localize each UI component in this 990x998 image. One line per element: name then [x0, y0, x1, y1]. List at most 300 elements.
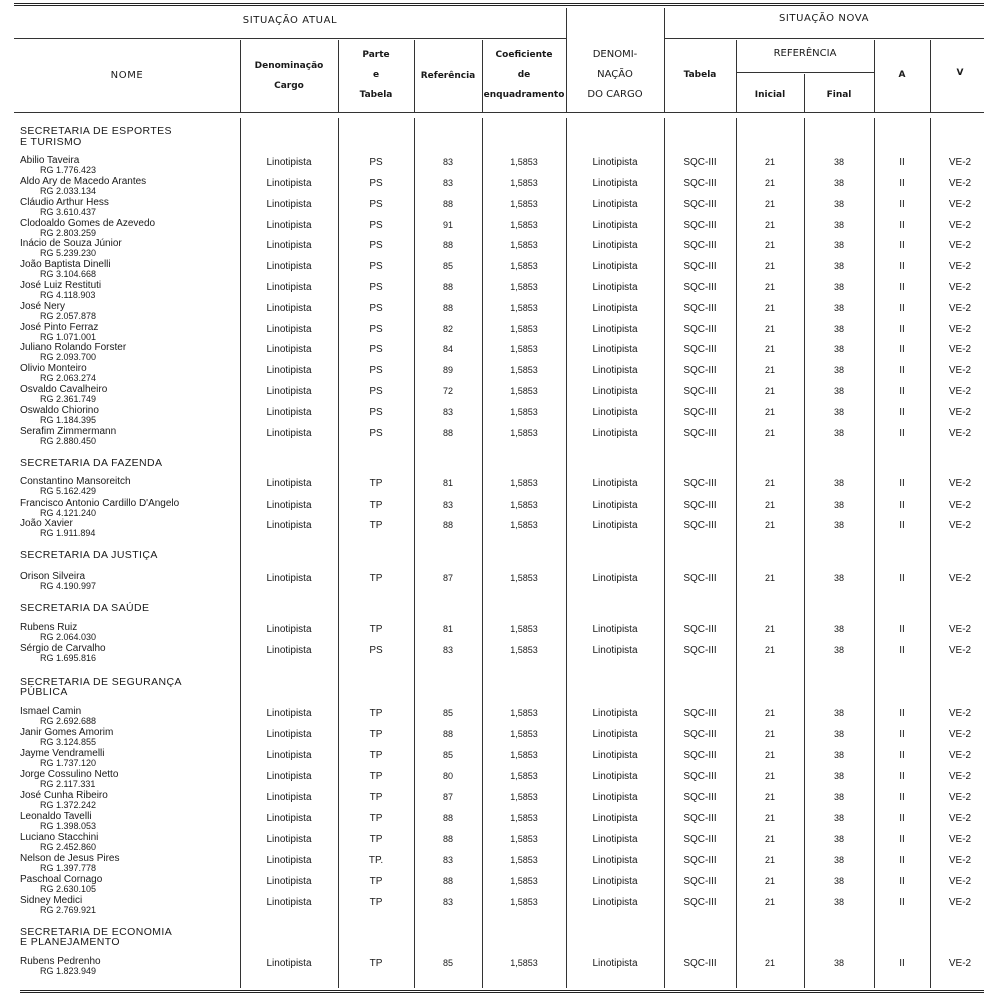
coeficiente-cell: 1,5853: [510, 708, 538, 718]
tabela-cell: SQC-III: [683, 365, 717, 376]
referencia-cell: 82: [442, 324, 453, 334]
final-cell: 38: [833, 199, 844, 209]
inicial-cell: 21: [764, 282, 775, 292]
tabela-cell: SQC-III: [683, 478, 717, 489]
inicial-cell: 21: [764, 303, 775, 313]
denominacao-nova-cell: Linotipista: [592, 386, 638, 397]
coeficiente-cell: 1,5853: [510, 500, 538, 510]
denominacao-nova-cell: Linotipista: [592, 344, 638, 355]
v-cell: VE-2: [948, 897, 972, 908]
tabela-cell: SQC-III: [683, 813, 717, 824]
denominacao-nova-cell: Linotipista: [592, 624, 638, 635]
tabela-cell: SQC-III: [683, 178, 717, 189]
tabela-cell: SQC-III: [683, 876, 717, 887]
inicial-cell: 21: [764, 771, 775, 781]
final-cell: 38: [833, 958, 844, 968]
v-cell: VE-2: [948, 645, 972, 656]
denominacao-nova-cell: Linotipista: [592, 178, 638, 189]
employee-name: Clodoaldo Gomes de Azevedo: [20, 218, 156, 229]
a-cell: II: [899, 813, 905, 824]
final-cell: 38: [833, 282, 844, 292]
parte-cell: PS: [369, 199, 383, 210]
parte-e-heading: e: [372, 70, 380, 80]
denominacao-nova-cell: Linotipista: [592, 478, 638, 489]
a-cell: II: [899, 645, 905, 656]
a-cell: II: [899, 478, 905, 489]
inicial-cell: 21: [764, 261, 775, 271]
denominacao-nova-cell: Linotipista: [592, 855, 638, 866]
a-cell: II: [899, 958, 905, 969]
inicial-cell: 21: [764, 813, 775, 823]
denominacao-heading: Denominação: [254, 61, 324, 71]
employee-rg: RG 1.372.242: [40, 800, 97, 810]
v-cell: VE-2: [948, 771, 972, 782]
a-cell: II: [899, 344, 905, 355]
employee-name: Inácio de Souza Júnior: [20, 238, 122, 249]
tabela-cell: SQC-III: [683, 792, 717, 803]
inicial-cell: 21: [764, 729, 775, 739]
parte-cell: PS: [369, 220, 383, 231]
employee-name: Rubens Pedrenho: [20, 956, 101, 967]
cargo-cell: Linotipista: [266, 792, 312, 803]
employee-rg: RG 2.063.274: [40, 373, 97, 383]
tabela-heading: Tabela: [683, 70, 717, 80]
section-title: SECRETARIA DE ESPORTES: [20, 125, 172, 137]
v-cell: VE-2: [948, 282, 972, 293]
cargo-cell: Linotipista: [266, 624, 312, 635]
referencia-cell: 83: [442, 157, 453, 167]
final-cell: 38: [833, 365, 844, 375]
parte-cell: PS: [369, 240, 383, 251]
referencia-nova-heading: REFERÊNCIA: [773, 48, 837, 59]
denominacao-nova-cell: Linotipista: [592, 282, 638, 293]
coeficiente-cell: 1,5853: [510, 834, 538, 844]
referencia-cell: 88: [442, 240, 453, 250]
a-cell: II: [899, 303, 905, 314]
cargo-cell: Linotipista: [266, 157, 312, 168]
employee-rg: RG 1.184.395: [40, 415, 97, 425]
a-cell: II: [899, 386, 905, 397]
employee-rg: RG 2.880.450: [40, 436, 97, 446]
tabela-cell: SQC-III: [683, 282, 717, 293]
final-cell: 38: [833, 645, 844, 655]
final-cell: 38: [833, 478, 844, 488]
employee-rg: RG 1.398.053: [40, 821, 97, 831]
denominacao-nova-cell: Linotipista: [592, 520, 638, 531]
parte-cell: TP: [369, 624, 383, 635]
employee-name: Rubens Ruiz: [20, 622, 78, 633]
denominacao-nova-cell: Linotipista: [592, 324, 638, 335]
v-cell: VE-2: [948, 813, 972, 824]
coeficiente-enquadramento-heading: enquadramento: [483, 90, 565, 100]
inicial-cell: 21: [764, 500, 775, 510]
parte-heading: Parte: [362, 50, 390, 60]
employee-name: Constantino Mansoreitch: [20, 476, 131, 487]
cargo-cell: Linotipista: [266, 834, 312, 845]
inicial-cell: 21: [764, 624, 775, 634]
header-rule: [736, 72, 874, 73]
employee-name: José Pinto Ferraz: [20, 322, 99, 333]
a-cell: II: [899, 500, 905, 511]
tabela-cell: SQC-III: [683, 157, 717, 168]
a-cell: II: [899, 708, 905, 719]
v-cell: VE-2: [948, 729, 972, 740]
employee-name: Nelson de Jesus Pires: [20, 853, 120, 864]
employee-name: José Nery: [20, 301, 66, 312]
coeficiente-cell: 1,5853: [510, 876, 538, 886]
parte-cell: PS: [369, 365, 383, 376]
coeficiente-cell: 1,5853: [510, 365, 538, 375]
a-cell: II: [899, 365, 905, 376]
employee-rg: RG 2.769.921: [40, 905, 97, 915]
denominacao-nova-cell: Linotipista: [592, 958, 638, 969]
a-cell: II: [899, 729, 905, 740]
section-title: SECRETARIA DA SAÚDE: [20, 602, 150, 614]
a-cell: II: [899, 771, 905, 782]
inicial-cell: 21: [764, 876, 775, 886]
section-title: SECRETARIA DE SEGURANÇA: [20, 676, 182, 688]
a-cell: II: [899, 834, 905, 845]
inicial-cell: 21: [764, 428, 775, 438]
coeficiente-cell: 1,5853: [510, 958, 538, 968]
inicial-cell: 21: [764, 178, 775, 188]
tabela-cell: SQC-III: [683, 428, 717, 439]
employee-rg: RG 1.823.949: [40, 966, 97, 976]
employee-name: Osvaldo Cavalheiro: [20, 384, 108, 395]
tabela-cell: SQC-III: [683, 771, 717, 782]
employee-name: Ismael Camin: [20, 706, 82, 717]
denominacao-nova-cell: Linotipista: [592, 729, 638, 740]
coeficiente-cell: 1,5853: [510, 220, 538, 230]
cargo-cell: Linotipista: [266, 500, 312, 511]
coeficiente-cell: 1,5853: [510, 261, 538, 271]
tabela-cell: SQC-III: [683, 729, 717, 740]
final-cell: 38: [833, 261, 844, 271]
parte-cell: TP: [369, 729, 383, 740]
referencia-cell: 88: [442, 520, 453, 530]
a-cell: II: [899, 178, 905, 189]
coeficiente-cell: 1,5853: [510, 771, 538, 781]
final-cell: 38: [833, 178, 844, 188]
inicial-cell: 21: [764, 220, 775, 230]
cargo-cell: Linotipista: [266, 386, 312, 397]
cargo-cell: Linotipista: [266, 729, 312, 740]
referencia-cell: 85: [442, 750, 453, 760]
section-title: SECRETARIA DE ECONOMIA: [20, 926, 173, 938]
employee-rg: RG 4.118.903: [40, 290, 96, 300]
cargo-cell: Linotipista: [266, 199, 312, 210]
cargo-cell: Linotipista: [266, 750, 312, 761]
denominacao-nova-cell: Linotipista: [592, 261, 638, 272]
col-divider: [240, 40, 241, 112]
employee-rg: RG 3.124.855: [40, 737, 97, 747]
referencia-cell: 85: [442, 261, 453, 271]
header-rule: [664, 38, 984, 39]
v-cell: VE-2: [948, 855, 972, 866]
coeficiente-heading: Coeficiente: [495, 50, 553, 60]
employee-name: Jayme Vendramelli: [20, 748, 105, 759]
v-heading: V: [956, 68, 964, 78]
final-cell: 38: [833, 428, 844, 438]
coeficiente-cell: 1,5853: [510, 178, 538, 188]
parte-cell: PS: [369, 324, 383, 335]
referencia-cell: 83: [442, 645, 453, 655]
inicial-cell: 21: [764, 897, 775, 907]
final-cell: 38: [833, 708, 844, 718]
a-cell: II: [899, 750, 905, 761]
final-cell: 38: [833, 344, 844, 354]
referencia-cell: 88: [442, 428, 453, 438]
referencia-cell: 83: [442, 897, 453, 907]
v-cell: VE-2: [948, 220, 972, 231]
v-cell: VE-2: [948, 708, 972, 719]
employee-name: José Cunha Ribeiro: [20, 790, 108, 801]
cargo-cell: Linotipista: [266, 282, 312, 293]
inicial-cell: 21: [764, 708, 775, 718]
employee-rg: RG 1.071.001: [40, 332, 97, 342]
employee-rg: RG 4.121.240: [40, 508, 97, 518]
referencia-cell: 83: [442, 178, 453, 188]
denominacao-nova-cell: Linotipista: [592, 792, 638, 803]
coeficiente-cell: 1,5853: [510, 344, 538, 354]
v-cell: VE-2: [948, 240, 972, 251]
parte-cell: PS: [369, 261, 383, 272]
employee-rg: RG 3.104.668: [40, 269, 97, 279]
coeficiente-cell: 1,5853: [510, 855, 538, 865]
final-cell: 38: [833, 834, 844, 844]
coeficiente-cell: 1,5853: [510, 240, 538, 250]
header-rule: [14, 38, 566, 39]
a-cell: II: [899, 624, 905, 635]
denominacao-nova-heading: DENOMI-: [592, 49, 638, 60]
v-cell: VE-2: [948, 261, 972, 272]
a-cell: II: [899, 897, 905, 908]
coeficiente-cell: 1,5853: [510, 303, 538, 313]
final-cell: 38: [833, 324, 844, 334]
final-cell: 38: [833, 624, 844, 634]
final-cell: 38: [833, 386, 844, 396]
referencia-cell: 88: [442, 303, 453, 313]
employee-name: Paschoal Cornago: [20, 874, 103, 885]
inicial-cell: 21: [764, 573, 775, 583]
cargo-cell: Linotipista: [266, 344, 312, 355]
referencia-cell: 84: [442, 344, 453, 354]
tabela-cell: SQC-III: [683, 958, 717, 969]
a-cell: II: [899, 220, 905, 231]
denominacao-nova-cell: Linotipista: [592, 645, 638, 656]
inicial-heading: Inicial: [754, 90, 786, 100]
employee-name: Aldo Ary de Macedo Arantes: [20, 176, 147, 187]
cargo-cell: Linotipista: [266, 428, 312, 439]
cargo-cell: Linotipista: [266, 478, 312, 489]
a-cell: II: [899, 792, 905, 803]
employee-name: João Baptista Dinelli: [20, 259, 111, 270]
referencia-cell: 88: [442, 834, 453, 844]
referencia-cell: 83: [442, 500, 453, 510]
cargo-cell: Linotipista: [266, 178, 312, 189]
cargo-cell: Linotipista: [266, 303, 312, 314]
cargo-cell: Linotipista: [266, 407, 312, 418]
parte-cell: TP: [369, 876, 383, 887]
inicial-cell: 21: [764, 520, 775, 530]
cargo-cell: Linotipista: [266, 261, 312, 272]
inicial-cell: 21: [764, 834, 775, 844]
section-title: SECRETARIA DA JUSTIÇA: [20, 549, 158, 561]
coeficiente-cell: 1,5853: [510, 750, 538, 760]
referencia-cell: 72: [442, 386, 453, 396]
parte-cell: TP: [369, 478, 383, 489]
referencia-cell: 88: [442, 282, 453, 292]
cargo-cell: Linotipista: [266, 876, 312, 887]
inicial-cell: 21: [764, 855, 775, 865]
final-cell: 38: [833, 813, 844, 823]
employee-rg: RG 2.093.700: [40, 352, 97, 362]
inicial-cell: 21: [764, 199, 775, 209]
cargo-cell: Linotipista: [266, 897, 312, 908]
parte-cell: PS: [369, 303, 383, 314]
employee-name: Sérgio de Carvalho: [20, 643, 106, 654]
inicial-cell: 21: [764, 324, 775, 334]
employee-name: Luciano Stacchini: [20, 832, 99, 843]
tabela-cell: SQC-III: [683, 344, 717, 355]
tabela-cell: SQC-III: [683, 708, 717, 719]
employee-name: Sidney Medici: [20, 895, 83, 906]
a-cell: II: [899, 324, 905, 335]
final-cell: 38: [833, 876, 844, 886]
v-cell: VE-2: [948, 573, 972, 584]
a-cell: II: [899, 407, 905, 418]
parte-cell: TP: [369, 771, 383, 782]
coeficiente-cell: 1,5853: [510, 157, 538, 167]
parte-cell: PS: [369, 178, 383, 189]
final-cell: 38: [833, 771, 844, 781]
a-cell: II: [899, 428, 905, 439]
parte-cell: TP: [369, 897, 383, 908]
cargo-cell: Linotipista: [266, 958, 312, 969]
section-title: PÚBLICA: [20, 686, 68, 698]
employee-rg: RG 1.737.120: [40, 758, 97, 768]
tabela-cell: SQC-III: [683, 386, 717, 397]
denominacao-nova-cell: Linotipista: [592, 708, 638, 719]
tabela-cell: SQC-III: [683, 240, 717, 251]
employee-rg: RG 2.692.688: [40, 716, 97, 726]
coeficiente-cell: 1,5853: [510, 324, 538, 334]
v-cell: VE-2: [948, 157, 972, 168]
employee-rg: RG 2.361.749: [40, 394, 97, 404]
denominacao-nova-heading-2: NAÇÃO: [597, 69, 633, 80]
denominacao-nova-cell: Linotipista: [592, 500, 638, 511]
referencia-cell: 83: [442, 407, 453, 417]
final-cell: 38: [833, 855, 844, 865]
tabela-cell: SQC-III: [683, 303, 717, 314]
situacao-atual-heading: SITUAÇÃO ATUAL: [242, 15, 338, 26]
final-heading: Final: [826, 90, 852, 100]
parte-cell: TP: [369, 958, 383, 969]
coeficiente-cell: 1,5853: [510, 624, 538, 634]
tabela-cell: SQC-III: [683, 500, 717, 511]
v-cell: VE-2: [948, 834, 972, 845]
parte-cell: TP: [369, 500, 383, 511]
tabela-cell: SQC-III: [683, 520, 717, 531]
tabela-cell: SQC-III: [683, 624, 717, 635]
employee-rg: RG 1.397.778: [40, 863, 97, 873]
parte-cell: TP.: [368, 855, 384, 866]
section-title: E TURISMO: [20, 136, 82, 148]
employee-name: Francisco Antonio Cardillo D'Angelo: [20, 498, 180, 509]
final-cell: 38: [833, 729, 844, 739]
v-cell: VE-2: [948, 178, 972, 189]
a-cell: II: [899, 261, 905, 272]
referencia-heading: Referência: [420, 71, 476, 81]
referencia-cell: 91: [442, 220, 453, 230]
cargo-cell: Linotipista: [266, 645, 312, 656]
section-title: SECRETARIA DA FAZENDA: [20, 457, 163, 469]
parte-cell: TP: [369, 520, 383, 531]
employee-rg: RG 2.057.878: [40, 311, 97, 321]
parte-cell: PS: [369, 645, 383, 656]
coeficiente-cell: 1,5853: [510, 386, 538, 396]
employee-rg: RG 4.190.997: [40, 581, 97, 591]
a-heading: A: [898, 70, 906, 80]
v-cell: VE-2: [948, 428, 972, 439]
tabela-cell: SQC-III: [683, 834, 717, 845]
employee-name: Leonaldo Tavelli: [20, 811, 92, 822]
final-cell: 38: [833, 407, 844, 417]
referencia-cell: 81: [442, 478, 453, 488]
referencia-cell: 87: [442, 792, 453, 802]
tabela-cell: SQC-III: [683, 324, 717, 335]
employee-rg: RG 3.610.437: [40, 207, 97, 217]
v-cell: VE-2: [948, 624, 972, 635]
tabela-cell: SQC-III: [683, 407, 717, 418]
denominacao-nova-cell: Linotipista: [592, 876, 638, 887]
employee-name: Oswaldo Chiorino: [20, 405, 99, 416]
final-cell: 38: [833, 240, 844, 250]
tabela-cell: SQC-III: [683, 573, 717, 584]
v-cell: VE-2: [948, 199, 972, 210]
tabela-cell: SQC-III: [683, 897, 717, 908]
section-title: E PLANEJAMENTO: [20, 936, 120, 948]
referencia-cell: 87: [442, 573, 453, 583]
employee-rg: RG 2.452.860: [40, 842, 97, 852]
denominacao-nova-cell: Linotipista: [592, 303, 638, 314]
inicial-cell: 21: [764, 407, 775, 417]
tabela-cell: SQC-III: [683, 750, 717, 761]
inicial-cell: 21: [764, 344, 775, 354]
tabela-cell: SQC-III: [683, 220, 717, 231]
employee-name: Abilio Taveira: [20, 155, 80, 166]
cargo-cell: Linotipista: [266, 573, 312, 584]
referencia-cell: 88: [442, 813, 453, 823]
denominacao-nova-cell: Linotipista: [592, 365, 638, 376]
cargo-cell: Linotipista: [266, 771, 312, 782]
parte-cell: PS: [369, 386, 383, 397]
referencia-cell: 80: [442, 771, 453, 781]
coeficiente-cell: 1,5853: [510, 199, 538, 209]
referencia-cell: 83: [442, 855, 453, 865]
denominacao-nova-heading-3: DO CARGO: [587, 89, 643, 100]
denominacao-nova-cell: Linotipista: [592, 157, 638, 168]
inicial-cell: 21: [764, 157, 775, 167]
referencia-cell: 85: [442, 708, 453, 718]
denominacao-nova-cell: Linotipista: [592, 750, 638, 761]
employee-rg: RG 2.064.030: [40, 632, 97, 642]
cargo-cell: Linotipista: [266, 220, 312, 231]
coeficiente-cell: 1,5853: [510, 407, 538, 417]
parte-cell: PS: [369, 407, 383, 418]
referencia-cell: 89: [442, 365, 453, 375]
v-cell: VE-2: [948, 500, 972, 511]
